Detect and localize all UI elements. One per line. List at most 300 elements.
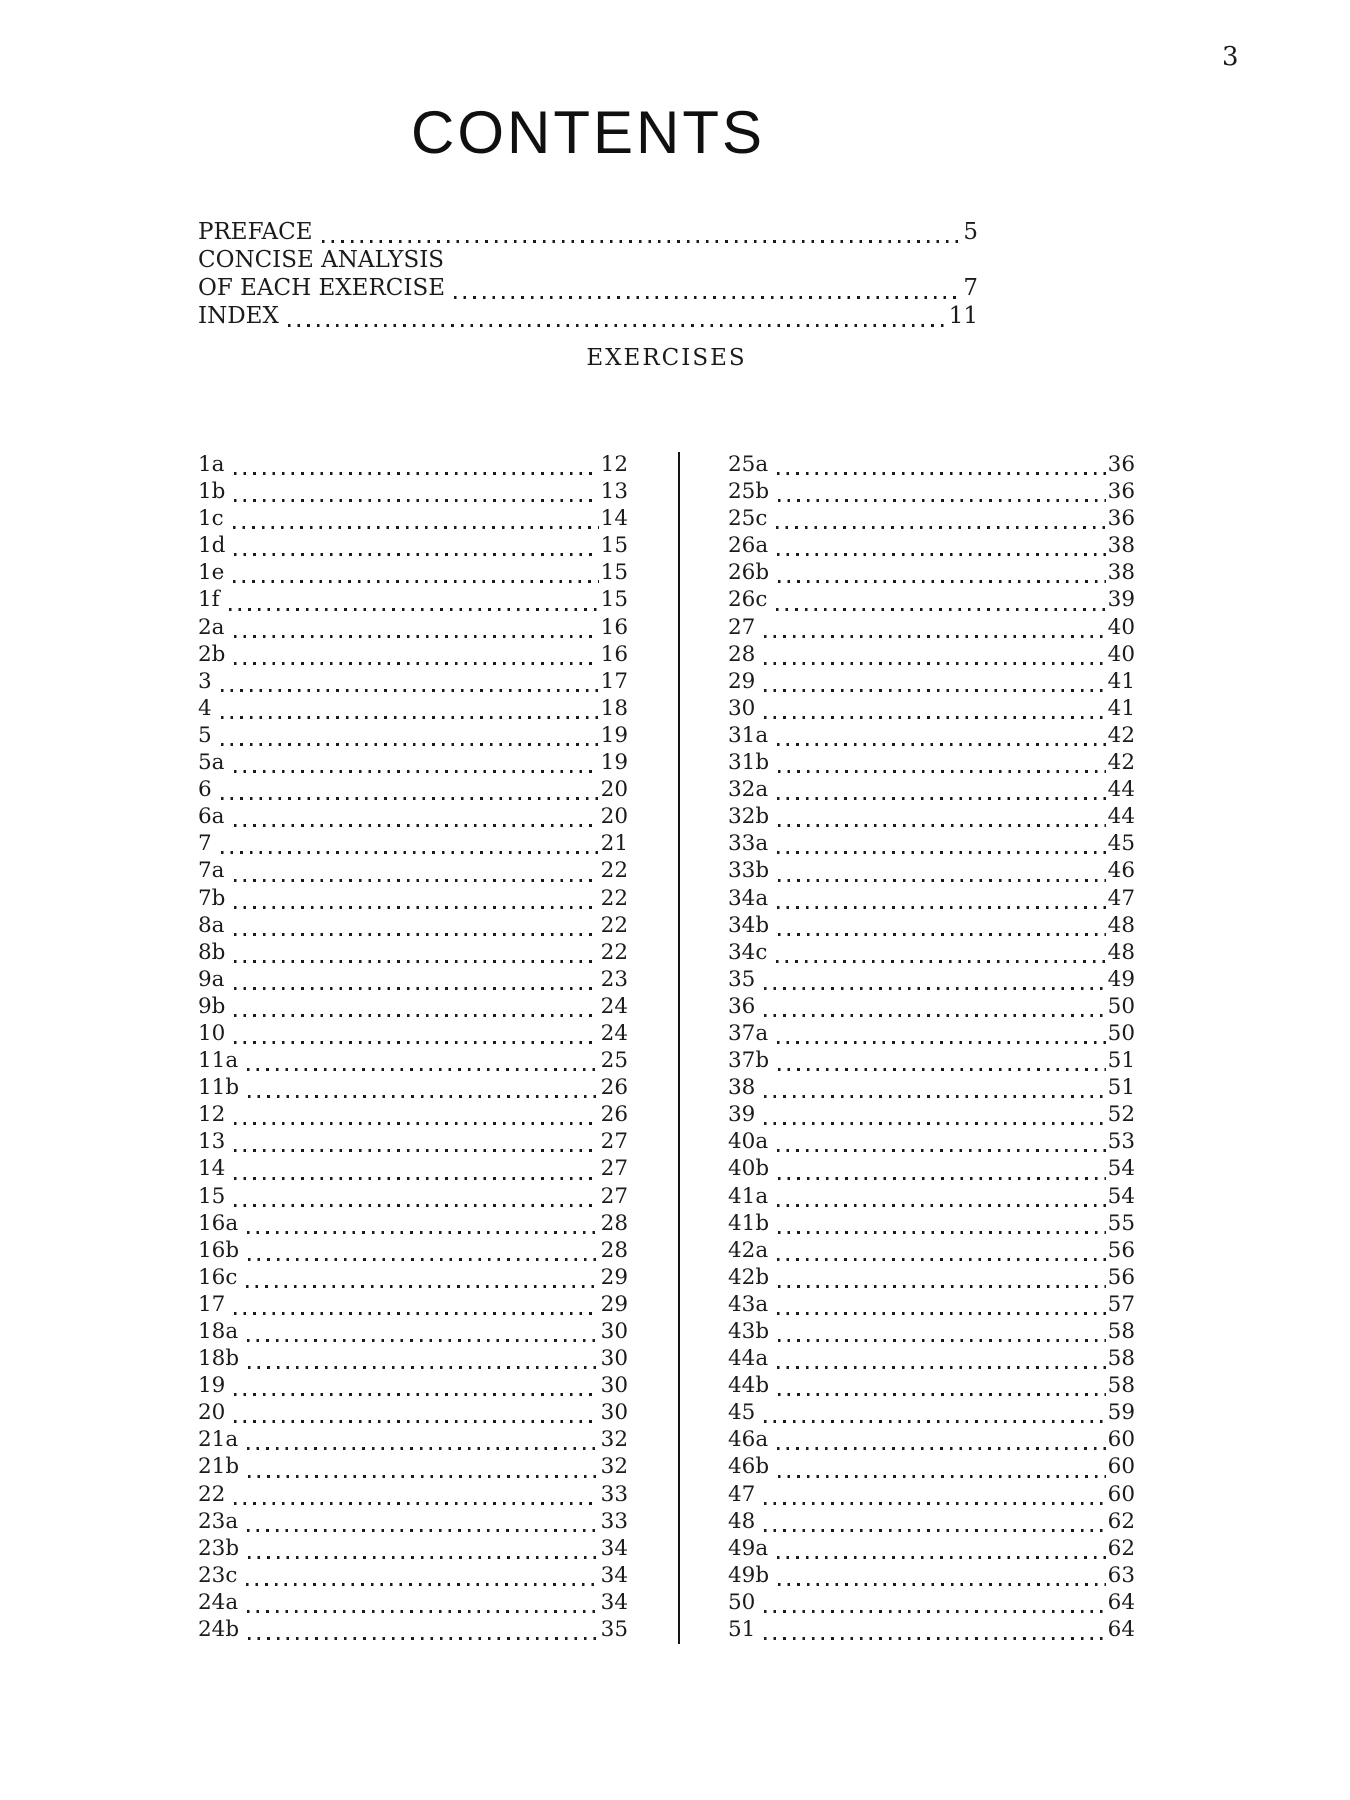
dot-leader <box>234 906 598 909</box>
entry-page: 57 <box>1107 1291 1135 1317</box>
dot-leader <box>777 553 1105 556</box>
entry-label: 19 <box>198 1373 226 1399</box>
entry-page: 34 <box>600 1562 628 1588</box>
entry-page: 25 <box>600 1048 628 1074</box>
toc-row <box>728 615 1135 642</box>
entry-page: 41 <box>1107 695 1135 721</box>
entry-label: 1a <box>198 452 225 477</box>
dot-leader <box>234 1149 598 1152</box>
dot-leader <box>234 1041 598 1044</box>
entry-label: 43b <box>728 1319 770 1344</box>
dot-leader <box>234 933 599 936</box>
entry-label: 8b <box>198 939 226 965</box>
dot-leader <box>776 960 1105 963</box>
entry-page: 13 <box>600 479 628 505</box>
dot-leader <box>764 1637 1105 1640</box>
entry-page: 58 <box>1107 1319 1135 1344</box>
dot-leader <box>764 1014 1105 1017</box>
entry-page: 28 <box>600 1237 628 1263</box>
entry-page: 16 <box>600 614 628 640</box>
dot-leader <box>233 580 598 583</box>
toc-row <box>728 1482 1135 1509</box>
dot-leader <box>764 1420 1105 1423</box>
dot-leader <box>778 933 1106 936</box>
entry-page: 20 <box>600 804 628 830</box>
dot-leader <box>777 1258 1105 1261</box>
entry-label: 18b <box>198 1346 240 1372</box>
dot-leader <box>247 1231 598 1234</box>
entry-label: 13 <box>198 1129 226 1155</box>
entry-label: 1e <box>198 560 225 586</box>
toc-row <box>198 886 628 913</box>
dot-leader <box>234 1312 598 1315</box>
entry-page: 15 <box>600 533 628 559</box>
entry-label: 42a <box>728 1237 769 1263</box>
toc-row <box>728 587 1135 614</box>
toc-row <box>198 858 628 885</box>
dot-leader <box>221 797 599 800</box>
entry-label: 37a <box>728 1020 769 1046</box>
entry-label: 11a <box>198 1048 239 1074</box>
entry-page: 22 <box>600 858 628 884</box>
entry-label: 1d <box>198 533 226 559</box>
entry-page: 55 <box>1107 1210 1135 1236</box>
entry-page: 60 <box>1107 1427 1135 1453</box>
entry-page: 32 <box>600 1427 628 1453</box>
entry-label: 5 <box>198 722 212 748</box>
toc-row <box>728 858 1135 885</box>
entry-label: CONCISE ANALYSIS <box>198 247 445 273</box>
entry-page: 29 <box>600 1291 628 1317</box>
entry-page: 54 <box>1107 1156 1135 1182</box>
entry-page: 38 <box>1107 560 1135 586</box>
dot-leader <box>248 1475 599 1478</box>
dot-leader <box>248 1366 599 1369</box>
dot-leader <box>229 608 599 611</box>
dot-leader <box>777 743 1105 746</box>
entry-page: 40 <box>1107 641 1135 667</box>
entry-label: 49a <box>728 1535 769 1561</box>
entry-label: 44a <box>728 1346 769 1372</box>
entry-label: 7 <box>198 831 212 857</box>
entry-page: 62 <box>1107 1508 1135 1534</box>
toc-row <box>728 1509 1135 1536</box>
dot-leader <box>234 987 599 990</box>
entry-label: 23b <box>198 1535 240 1561</box>
entry-page: 48 <box>1107 912 1135 938</box>
toc-row <box>728 913 1135 940</box>
entry-page: 40 <box>1107 614 1135 640</box>
entry-page: 15 <box>600 560 628 586</box>
entry-label: 46b <box>728 1454 770 1480</box>
entry-label: 34b <box>728 912 770 938</box>
toc-row <box>728 1454 1135 1481</box>
toc-row <box>728 1292 1135 1319</box>
entry-label: 40b <box>728 1156 770 1182</box>
dot-leader <box>776 608 1105 611</box>
toc-row <box>198 696 628 723</box>
dot-leader <box>778 824 1106 827</box>
entry-page: 36 <box>1107 452 1135 477</box>
dot-leader <box>777 851 1105 854</box>
entry-page: 24 <box>600 1020 628 1046</box>
dot-leader <box>234 499 598 502</box>
toc-row <box>198 913 628 940</box>
dot-leader <box>777 906 1105 909</box>
entry-label: 30 <box>728 695 756 721</box>
entry-label: 36 <box>728 993 756 1019</box>
dot-leader <box>247 1447 598 1450</box>
dot-leader <box>234 1420 598 1423</box>
entry-page: 26 <box>600 1075 628 1101</box>
page-number-top: 3 <box>1222 42 1239 72</box>
dot-leader <box>778 1177 1106 1180</box>
dot-leader <box>764 1610 1105 1613</box>
toc-row <box>198 1536 628 1563</box>
dot-leader <box>322 240 962 243</box>
toc-row <box>198 560 628 587</box>
entry-page: 32 <box>600 1454 628 1480</box>
entry-page: 36 <box>1107 479 1135 505</box>
toc-row <box>728 642 1135 669</box>
toc-row <box>198 303 978 331</box>
entry-label: 44b <box>728 1373 770 1399</box>
dot-leader <box>764 635 1105 638</box>
entry-page: 7 <box>963 275 978 301</box>
entry-page: 64 <box>1107 1589 1135 1615</box>
toc-row <box>198 804 628 831</box>
entry-label: PREFACE <box>198 219 313 245</box>
toc-row <box>198 506 628 533</box>
dot-leader <box>234 1502 598 1505</box>
entry-page: 27 <box>600 1129 628 1155</box>
toc-row <box>198 479 628 506</box>
entry-label: 33b <box>728 858 770 884</box>
entry-page: 42 <box>1107 750 1135 776</box>
entry-page: 12 <box>600 452 628 477</box>
dot-leader <box>221 689 599 692</box>
toc-row <box>728 1319 1135 1346</box>
toc-row <box>728 1156 1135 1183</box>
entry-page: 60 <box>1107 1454 1135 1480</box>
dot-leader <box>246 1285 598 1288</box>
entry-label: 16a <box>198 1210 239 1236</box>
toc-row <box>728 1021 1135 1048</box>
entry-page: 58 <box>1107 1346 1135 1372</box>
toc-row <box>728 560 1135 587</box>
dot-leader <box>778 1393 1106 1396</box>
entry-label: 21b <box>198 1454 240 1480</box>
entry-page: 62 <box>1107 1535 1135 1561</box>
entry-label: 7a <box>198 858 225 884</box>
dot-leader <box>777 1149 1105 1152</box>
entry-label: 32a <box>728 777 769 803</box>
entry-label: 41a <box>728 1183 769 1209</box>
entry-page: 63 <box>1107 1562 1135 1588</box>
entry-page: 42 <box>1107 722 1135 748</box>
toc-row <box>198 994 628 1021</box>
dot-leader <box>778 1583 1106 1586</box>
toc-row <box>728 1427 1135 1454</box>
entry-label: 46a <box>728 1427 769 1453</box>
exercises-right-column <box>728 452 1135 1644</box>
entry-page: 54 <box>1107 1183 1135 1209</box>
toc-row <box>198 1400 628 1427</box>
toc-row <box>728 804 1135 831</box>
dot-leader <box>233 526 599 529</box>
entry-label: 49b <box>728 1562 770 1588</box>
entry-page: 33 <box>600 1481 628 1507</box>
toc-row <box>728 967 1135 994</box>
toc-row <box>198 615 628 642</box>
dot-leader <box>764 1122 1105 1125</box>
toc-row <box>728 1400 1135 1427</box>
toc-row <box>198 587 628 614</box>
entry-label: 35 <box>728 966 756 992</box>
entry-page: 19 <box>600 750 628 776</box>
entry-label: 34c <box>728 939 768 965</box>
entry-page: 48 <box>1107 939 1135 965</box>
toc-row <box>728 750 1135 777</box>
entry-page: 19 <box>600 722 628 748</box>
entry-page: 38 <box>1107 533 1135 559</box>
toc-row <box>198 275 978 303</box>
entry-page: 30 <box>600 1346 628 1372</box>
dot-leader <box>778 580 1106 583</box>
entry-page: 26 <box>600 1102 628 1128</box>
entry-page: 35 <box>600 1617 628 1643</box>
dot-leader <box>777 472 1105 475</box>
exercises-left-column <box>198 452 628 1644</box>
entry-label: 22 <box>198 1481 226 1507</box>
entry-label: 39 <box>728 1102 756 1128</box>
dot-leader <box>777 1204 1105 1207</box>
dot-leader <box>234 662 598 665</box>
dot-leader <box>248 1095 599 1098</box>
entry-label: 18a <box>198 1319 239 1344</box>
entry-label: 7b <box>198 885 226 911</box>
entry-label: 37b <box>728 1048 770 1074</box>
toc-row <box>728 669 1135 696</box>
toc-row <box>198 750 628 777</box>
entry-label: 3 <box>198 668 212 694</box>
entry-label: 45 <box>728 1400 756 1426</box>
entry-page: 56 <box>1107 1237 1135 1263</box>
dot-leader <box>234 824 599 827</box>
toc-row <box>198 1346 628 1373</box>
toc-row <box>728 886 1135 913</box>
entry-page: 46 <box>1107 858 1135 884</box>
entry-page: 27 <box>600 1156 628 1182</box>
dot-leader <box>221 743 599 746</box>
toc-row <box>728 533 1135 560</box>
entry-page: 36 <box>1107 506 1135 532</box>
page-title: CONTENTS <box>411 99 765 166</box>
dot-leader <box>248 1637 599 1640</box>
entry-label: 28 <box>728 641 756 667</box>
entry-label: 25b <box>728 479 770 505</box>
entry-page: 22 <box>600 912 628 938</box>
toc-row <box>198 247 978 275</box>
toc-row <box>728 1617 1135 1644</box>
entry-page: 49 <box>1107 966 1135 992</box>
entry-label: 29 <box>728 668 756 694</box>
dot-leader <box>764 987 1105 990</box>
entry-label: 12 <box>198 1102 226 1128</box>
dot-leader <box>234 770 599 773</box>
toc-row <box>728 1346 1135 1373</box>
entry-label: 6 <box>198 777 212 803</box>
toc-row <box>728 696 1135 723</box>
toc-row <box>728 1129 1135 1156</box>
entry-page: 53 <box>1107 1129 1135 1155</box>
toc-row <box>198 1021 628 1048</box>
dot-leader <box>764 1095 1105 1098</box>
toc-row <box>198 1373 628 1400</box>
toc-row <box>198 1238 628 1265</box>
dot-leader <box>221 851 599 854</box>
entry-label: 43a <box>728 1291 769 1317</box>
entry-page: 59 <box>1107 1400 1135 1426</box>
dot-leader <box>234 1122 598 1125</box>
entry-page: 51 <box>1107 1075 1135 1101</box>
exercise-columns <box>198 452 1135 1644</box>
toc-row <box>728 1265 1135 1292</box>
entry-label: OF EACH EXERCISE <box>198 275 445 301</box>
entry-label: 1b <box>198 479 226 505</box>
entry-label: 26a <box>728 533 769 559</box>
entry-label: 14 <box>198 1156 226 1182</box>
entry-label: 48 <box>728 1508 756 1534</box>
toc-row <box>728 831 1135 858</box>
entry-page: 41 <box>1107 668 1135 694</box>
entry-page: 34 <box>600 1535 628 1561</box>
entry-label: INDEX <box>198 303 279 329</box>
toc-row <box>728 994 1135 1021</box>
entry-page: 52 <box>1107 1102 1135 1128</box>
section-heading: EXERCISES <box>586 345 747 371</box>
entry-page: 24 <box>600 993 628 1019</box>
dot-leader <box>247 1610 598 1613</box>
dot-leader <box>764 716 1105 719</box>
entry-page: 44 <box>1107 804 1135 830</box>
entry-page: 30 <box>600 1400 628 1426</box>
entry-label: 2b <box>198 641 226 667</box>
entry-page: 47 <box>1107 885 1135 911</box>
toc-row <box>198 1129 628 1156</box>
toc-row <box>198 1427 628 1454</box>
entry-label: 47 <box>728 1481 756 1507</box>
entry-label: 41b <box>728 1210 770 1236</box>
toc-row <box>198 1075 628 1102</box>
entry-label: 32b <box>728 804 770 830</box>
entry-label: 38 <box>728 1075 756 1101</box>
entry-page: 29 <box>600 1264 628 1290</box>
entry-label: 17 <box>198 1291 226 1317</box>
toc-row <box>198 1292 628 1319</box>
toc-row <box>728 452 1135 479</box>
entry-label: 10 <box>198 1020 226 1046</box>
entry-label: 4 <box>198 695 212 721</box>
entry-page: 20 <box>600 777 628 803</box>
toc-row <box>728 506 1135 533</box>
dot-leader <box>247 1068 598 1071</box>
entry-label: 21a <box>198 1427 239 1453</box>
entry-page: 50 <box>1107 993 1135 1019</box>
toc-row <box>728 1238 1135 1265</box>
toc-row <box>728 1048 1135 1075</box>
toc-row <box>198 533 628 560</box>
dot-leader <box>246 1583 598 1586</box>
toc-row <box>198 1048 628 1075</box>
toc-row <box>728 1563 1135 1590</box>
entry-label: 24a <box>198 1589 239 1615</box>
dot-leader <box>778 1231 1106 1234</box>
toc-row <box>198 1482 628 1509</box>
dot-leader <box>247 1339 598 1342</box>
entry-label: 1c <box>198 506 224 532</box>
toc-row <box>198 1454 628 1481</box>
dot-leader <box>778 770 1106 773</box>
dot-leader <box>764 1502 1105 1505</box>
entry-label: 34a <box>728 885 769 911</box>
entry-label: 16b <box>198 1237 240 1263</box>
dot-leader <box>288 324 947 327</box>
dot-leader <box>234 879 599 882</box>
toc-row <box>198 642 628 669</box>
entry-label: 15 <box>198 1183 226 1209</box>
entry-label: 50 <box>728 1589 756 1615</box>
entry-page: 30 <box>600 1373 628 1399</box>
toc-row <box>198 452 628 479</box>
entry-label: 40a <box>728 1129 769 1155</box>
entry-label: 23c <box>198 1562 238 1588</box>
entry-label: 9a <box>198 966 225 992</box>
entry-label: 33a <box>728 831 769 857</box>
entry-label: 11b <box>198 1075 240 1101</box>
dot-leader <box>776 526 1105 529</box>
toc-row <box>198 967 628 994</box>
entry-page: 50 <box>1107 1020 1135 1046</box>
entry-label: 2a <box>198 614 225 640</box>
entry-page: 15 <box>600 587 628 613</box>
toc-row <box>198 1319 628 1346</box>
toc-row <box>728 1373 1135 1400</box>
entry-label: 6a <box>198 804 225 830</box>
entry-page: 11 <box>948 303 978 329</box>
entry-page: 5 <box>963 219 978 245</box>
dot-leader <box>778 1285 1106 1288</box>
entry-page: 34 <box>600 1589 628 1615</box>
dot-leader <box>234 960 598 963</box>
toc-row <box>198 831 628 858</box>
entry-page: 56 <box>1107 1264 1135 1290</box>
toc-row <box>198 669 628 696</box>
entry-page: 28 <box>600 1210 628 1236</box>
toc-row <box>198 940 628 967</box>
toc-row <box>728 479 1135 506</box>
dot-leader <box>777 797 1105 800</box>
entry-label: 27 <box>728 614 756 640</box>
toc-row <box>198 1265 628 1292</box>
dot-leader <box>234 553 598 556</box>
entry-label: 31a <box>728 722 769 748</box>
dot-leader <box>778 1475 1106 1478</box>
toc-row <box>728 940 1135 967</box>
dot-leader <box>777 1447 1105 1450</box>
dot-leader <box>234 1177 598 1180</box>
dot-leader <box>248 1556 599 1559</box>
